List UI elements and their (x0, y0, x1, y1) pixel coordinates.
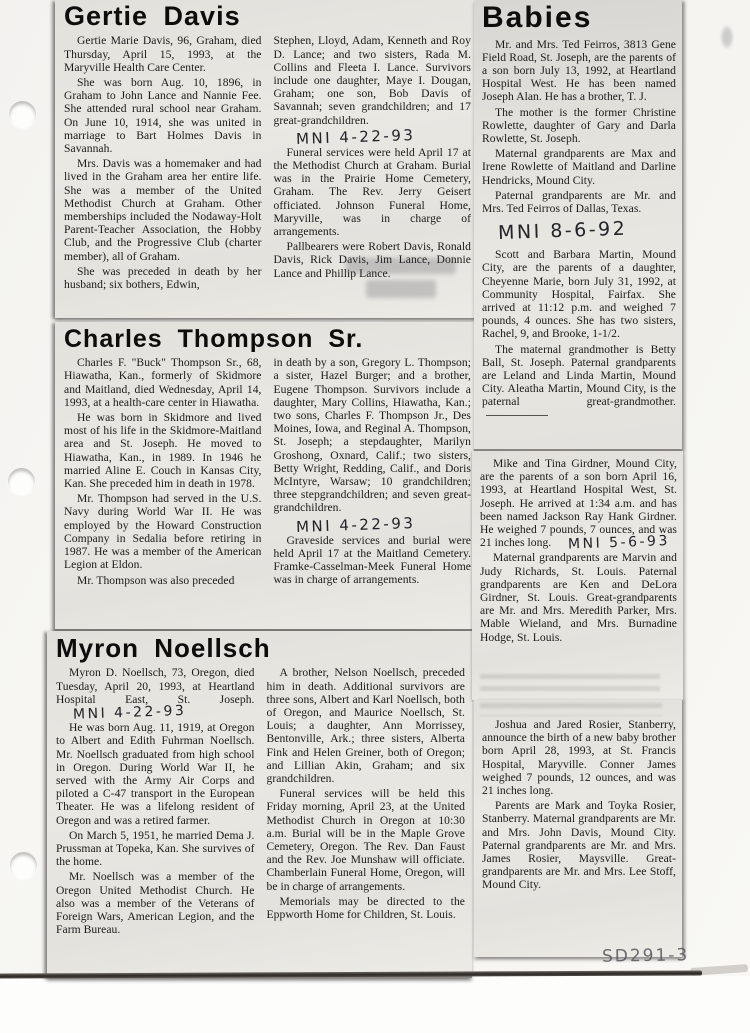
clipping-obituary-myron-noellsch (47, 631, 472, 978)
handwritten-date-annotation: MNI 5-6-93 (568, 533, 671, 553)
obituary-title: Charles Thompson Sr. (64, 325, 364, 353)
paragraph-text: Mike and Tina Girdner, Mound City, are the parents of a son born April 16, 1993, at Heartland Hospital West, St. Joseph. He arrived at 1:34 a.m. and has been named Jackson Ray Hank Girdner. He weighed 7 pounds, 7 ounces, and was 21 inches long. (480, 457, 677, 550)
paragraph: Scott and Barbara Martin, Mound City, are the parents of a daughter, Cheyenne Marie, born July 31, 1992, at Community Hospital, Fairfax. She arrived at 11:12 p.m. and weighed 7 pounds, 4 ounces. She has two sisters, Rachel, 9, and Brooke, 1-1/2. (482, 248, 676, 341)
paragraph: Funeral services were held April 17 at the Methodist Church at Graham. Burial was in the Prairie Home Cemetery, Graham. The Rev. Jerry Geisert officiated. Johnson Funeral Home, Maryville, was in charge of arrangements. (273, 145, 471, 238)
obituary-column-2 (274, 356, 472, 588)
obituary-column-2 (274, 34, 472, 293)
pen-underline (486, 415, 548, 416)
paragraph: Funeral services will be held this Friday morning, April 23, at the United Methodist Church in Oregon at 10:30 a.m. Burial will be in the Maple Grove Cemetery, Oregon. The Rev. Dan Faust and the Rev. Joe Munshaw will officiate. Chamberlain Funeral Home, Oregon, will be in charge of arrangements. (266, 787, 465, 893)
obituary-column-1 (64, 356, 262, 588)
punch-hole-middle (8, 468, 35, 495)
paragraph (480, 457, 677, 553)
obituary-title: Gertie Davis (64, 1, 241, 31)
handwritten-date-annotation: MNI 4-22-93 (72, 702, 187, 723)
clipping-birth-girdner (472, 451, 683, 700)
paragraph: He was born in Skidmore and lived most of his life in the Skidmore-Maitland area and St. Joseph. He moved to Hiawatha, Kan., in 1989. In 1946 he married Aline E. Couch in Kansas City, Kan. She preceded him in death in 1978. (64, 411, 262, 491)
clipping-obituary-gertie-davis (55, 0, 478, 318)
paragraph: Memorials may be directed to the Eppworth Home for Children, St. Louis. (266, 894, 465, 921)
obituary-columns (64, 34, 471, 293)
paragraph: Mr. Thompson was also preceded (77, 573, 235, 587)
paragraph: Pallbearers were Robert Davis, Ronald Davis, Rick Davis, Jim Lance, Donnie Lance and Phillip Lance. (273, 240, 471, 280)
obituary-columns (56, 666, 465, 938)
punch-hole-top (9, 101, 36, 128)
paragraph: She was preceded in death by her husband; six bothers, Edwin, (64, 264, 262, 291)
obituary-column-2 (267, 666, 466, 938)
clipping-babies (474, 0, 682, 451)
obituary-title: Myron Noellsch (56, 633, 271, 663)
handwritten-date-annotation: MNI 4-22-93 (295, 513, 416, 536)
paragraph: in death by a son, Gregory L. Thompson; a sister, Hazel Burger; and a brother, Eugene Thompson. Survivors include a daughter, Mary Collins, Hiawatha, Kan.; two sons, Charles F. Thompson Jr., Des Moines, Iowa, and Reginal A. Thompson, St. Joseph; a stepdaughter, Marilyn Groshong, Oxnard, Calif.; two sisters, Betty Wright, Redding, Calif., and Doris McIntyre, Warsaw; 10 grandchildren; three stepgrandchildren; and seven great-grandchildren. (273, 356, 471, 515)
babies-title: Babies (482, 1, 593, 34)
paragraph-text: The maternal grandmother is Betty Ball, St. Joseph. Paternal grandparents are Leland and Linda Martin, Mound City. Aleatha Martin, Mound City, is the paternal great-grandmother. (482, 342, 676, 409)
paragraph: A brother, Nelson Noellsch, preceded him in death. Additional survivors are three sons, Albert and Karl Noellsch, both of Oregon, and Maurice Noellsch, St. Louis; a daughter, Ann Morrissey, Bentonville, Ark.; three sisters, Alberta Fink and Helen Greiner, both of Oregon; and Lillian Akin, Graham; and six grandchildren. (266, 666, 465, 785)
bleed-through-lines (480, 703, 662, 716)
obituary-columns (64, 356, 471, 588)
clipping-birth-rosier (474, 700, 682, 957)
paragraph: Stephen, Lloyd, Adam, Kenneth and Roy D. Lance; and two sisters, Rada M. Collins and Fleeta I. Lance. Survivors include one daughter, Maye I. Dougan, Graham; one son, Bob Davis of Savannah; seven grandchildren; and 17 great-grandchildren. (273, 34, 471, 127)
paragraph: Maternal grandparents are Marvin and Judy Richards, St. Louis. Paternal grandparents are Ken and DeLora Girdner, St. Louis. Great-grandparents are Mr. and Mrs. Meredith Parker, Mrs. Mable Wieland, and Mrs. Burnadine Hodge, St. Louis. (480, 551, 677, 644)
ink-smudge (720, 24, 734, 50)
paragraph: He was born Aug. 11, 1919, at Oregon to Albert and Edith Fuhrman Noellsch. Mr. Noellsch graduated from high school in Oregon. During World War II, he served with the Army Air Corps and piloted a C-47 transport in the European Theater. He was a lifelong resident of Oregon and was a retired farmer. (56, 721, 255, 827)
paragraph: Mr. Noellsch was a member of the Oregon United Methodist Church. He also was a member of the Veterans of Foreign Wars, American Legion, and the Farm Bureau. (56, 870, 255, 937)
paragraph: Paternal grandparents are Mr. and Mrs. Ted Feirros of Dallas, Texas. (482, 188, 676, 215)
obituary-column-1 (56, 666, 255, 938)
paragraph: Charles F. "Buck" Thompson Sr., 68, Hiawatha, Kan., formerly of Skidmore and Maitland, died Wednesday, April 14, 1993, at a health-care center in Hiawatha. (64, 356, 262, 409)
paragraph: She was born Aug. 10, 1896, in Graham to John Lance and Nannie Fee. She attended rural school near Graham. On June 10, 1914, she was united in marriage to Bart Holmes Davis in Savannah. (64, 75, 262, 155)
paragraph-text: Myron D. Noellsch, 73, Oregon, died Tuesday, April 20, 1993, at Heartland Hospital East, St. Joseph. (56, 666, 255, 706)
paragraph (56, 666, 255, 723)
paragraph: Joshua and Jared Rosier, Stanberry, announce the birth of a new baby brother born April 28, 1993, at St. Francis Hospital, Maryville. Conner James weighed 7 pounds, 12 ounces, and was 21 inches long. (482, 718, 676, 798)
paragraph: Mrs. Davis was a homemaker and had lived in the Graham area her entire life. She was a member of the United Methodist Church at Graham. Other memberships included the Nodaway-Holt Parent-Teacher Association, the Hobby Club, and the Progressive Club (charter member), all of Graham. (64, 157, 262, 263)
paragraph: Parents are Mark and Toyka Rosier, Stanberry. Maternal grandparents are Mr. and Mrs. John Davis, Mound City. Paternal grandparents are Mr. and Mrs. James Rosier, Maysville. Great-grandparents are Mr. and Mrs. Lee Stoff, Mound City. (482, 799, 676, 892)
bleed-through-lines (480, 674, 660, 696)
paragraph (482, 343, 676, 422)
paragraph: Graveside services and burial were held April 17 at the Maitland Cemetery. Framke-Casselman-Meek Funeral Home was in charge of arrangements. (273, 533, 471, 587)
punch-hole-bottom (10, 852, 37, 879)
paragraph: On March 5, 1951, he married Dema J. Prussman at Topeka, Kan. She survives of the home. (56, 828, 255, 869)
paragraph: Mr. and Mrs. Ted Feirros, 3813 Gene Field Road, St. Joseph, are the parents of a son born July 13, 1992, at Heartland Hospital West. He has been named Joseph Alan. He has a brother, T. J. (482, 37, 676, 104)
obituary-column-1 (64, 34, 262, 293)
paragraph: The mother is the former Christine Rowlette, daughter of Gary and Darla Rowlette, St. Joseph. (482, 105, 676, 145)
handwritten-date-annotation: MNI 4-22-93 (295, 125, 416, 148)
handwritten-page-code: SD291-3 (601, 945, 690, 967)
handwritten-date-annotation: MNI 8-6-92 (497, 217, 628, 245)
paragraph: Gertie Marie Davis, 96, Graham, died Thursday, April 15, 1993, at the Maryville Health Care Center. (64, 34, 262, 74)
paragraph: Mr. Thompson had served in the U.S. Navy during World War II. He was employed by the Howard Construction Company in Sedalia before retiring in 1987. He was a member of the American Legion at Eldon. (64, 492, 262, 572)
clipping-obituary-charles-thompson (55, 322, 478, 632)
paragraph: Maternal grandparents are Max and Irene Rowlette of Maitland and Darline Hendricks, Mound City. (482, 147, 676, 187)
